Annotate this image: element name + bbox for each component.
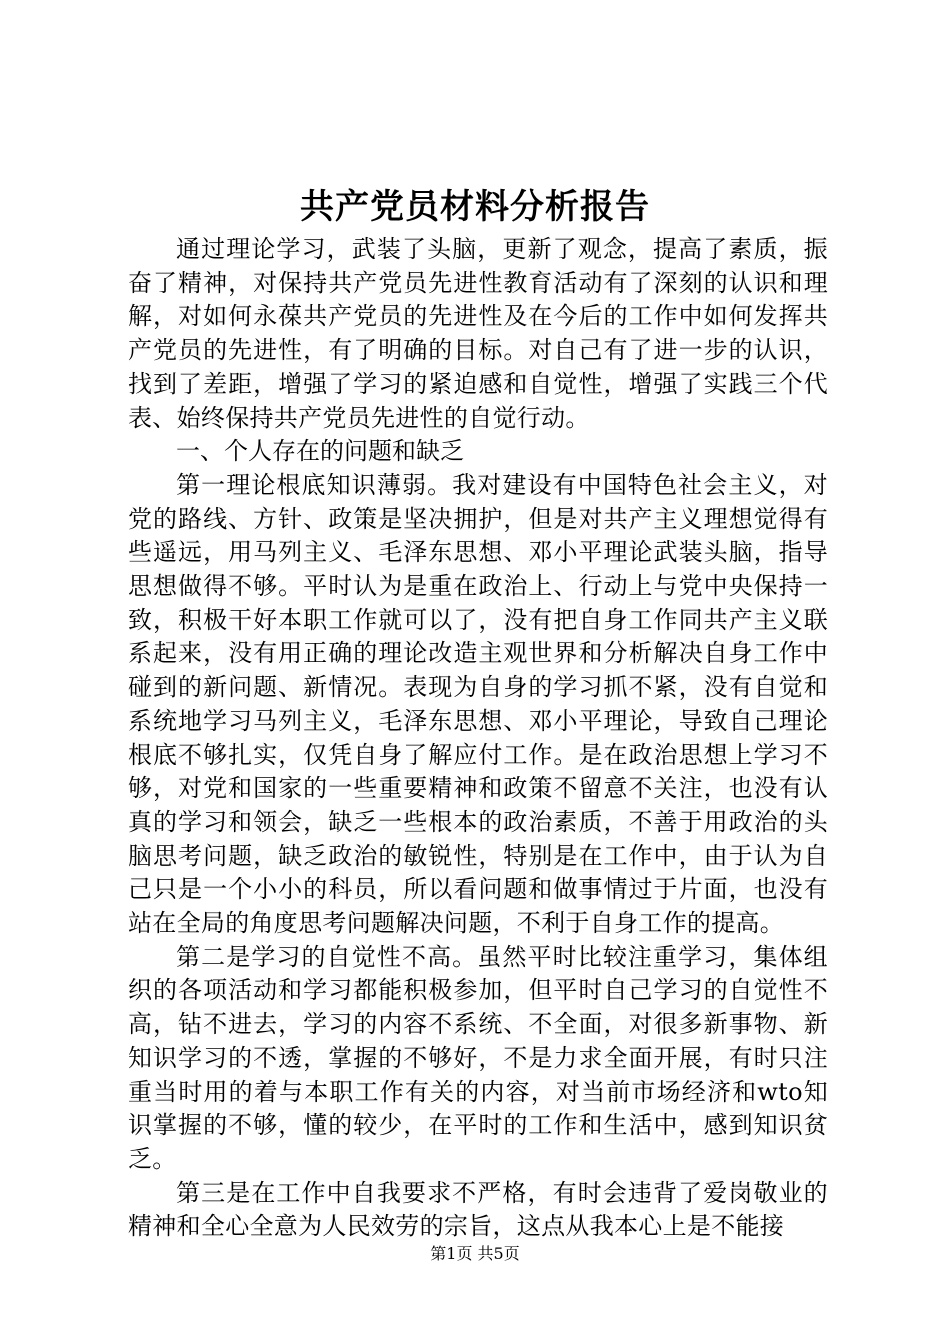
intro-paragraph: 通过理论学习，武装了头脑，更新了观念，提高了素质，振奋了精神，对保持共产党员先进性教育活动有了深刻的认识和理解，对如何永葆共产党员的先进性及在今后的工作中如何发挥共产党员的先进性，有了明确的目标。对自己有了进一步的认识，找到了差距，增强了学习的紧迫感和自觉性，增强了实践三个代表、始终保持共产党员先进性的自觉行动。	[128, 235, 828, 432]
problem-paragraph-3: 第三是在工作中自我要求不严格，有时会违背了爱岗敬业的精神和全心全意为人民效劳的宗旨，这点从我本心上是不能接	[128, 1178, 828, 1241]
section-heading: 一、个人存在的问题和缺乏	[176, 437, 464, 466]
document-title: 共产党员材料分析报告	[300, 187, 650, 227]
problem-paragraph-2: 第二是学习的自觉性不高。虽然平时比较注重学习，集体组织的各项活动和学习都能积极参加，但平时自己学习的自觉性不高，钻不进去，学习的内容不系统、不全面，对很多新事物、新知识学习的不透，掌握的不够好，不是力求全面开展，有时只注重当时用的着与本职工作有关的内容，对当前市场经济和wto知识掌握的不够，懂的较少，在平时的工作和生活中，感到知识贫乏。	[128, 942, 828, 1173]
document-body	[128, 233, 828, 1244]
page-number-footer: 第1页 共5页	[430, 1244, 520, 1263]
problem-paragraph-1: 第一理论根底知识薄弱。我对建设有中国特色社会主义，对党的路线、方针、政策是坚决拥护，但是对共产主义理想觉得有些遥远，用马列主义、毛泽东思想、邓小平理论武装头脑，指导思想做得不够。平时认为是重在政治上、行动上与党中央保持一致，积极干好本职工作就可以了，没有把自身工作同共产主义联系起来，没有用正确的理论改造主观世界和分析解决自身工作中碰到的新问题、新情况。表现为自身的学习抓不紧，没有自觉和系统地学习马列主义，毛泽东思想、邓小平理论，导致自己理论根底不够扎实，仅凭自身了解应付工作。是在政治思想上学习不够，对党和国家的一些重要精神和政策不留意不关注，也没有认真的学习和领会，缺乏一些根本的政治素质，不善于用政治的头脑思考问题，缺乏政治的敏锐性，特别是在工作中，由于认为自己只是一个小小的科员，所以看问题和做事情过于片面，也没有站在全局的角度思考问题解决问题，不利于自身工作的提高。	[128, 470, 828, 938]
